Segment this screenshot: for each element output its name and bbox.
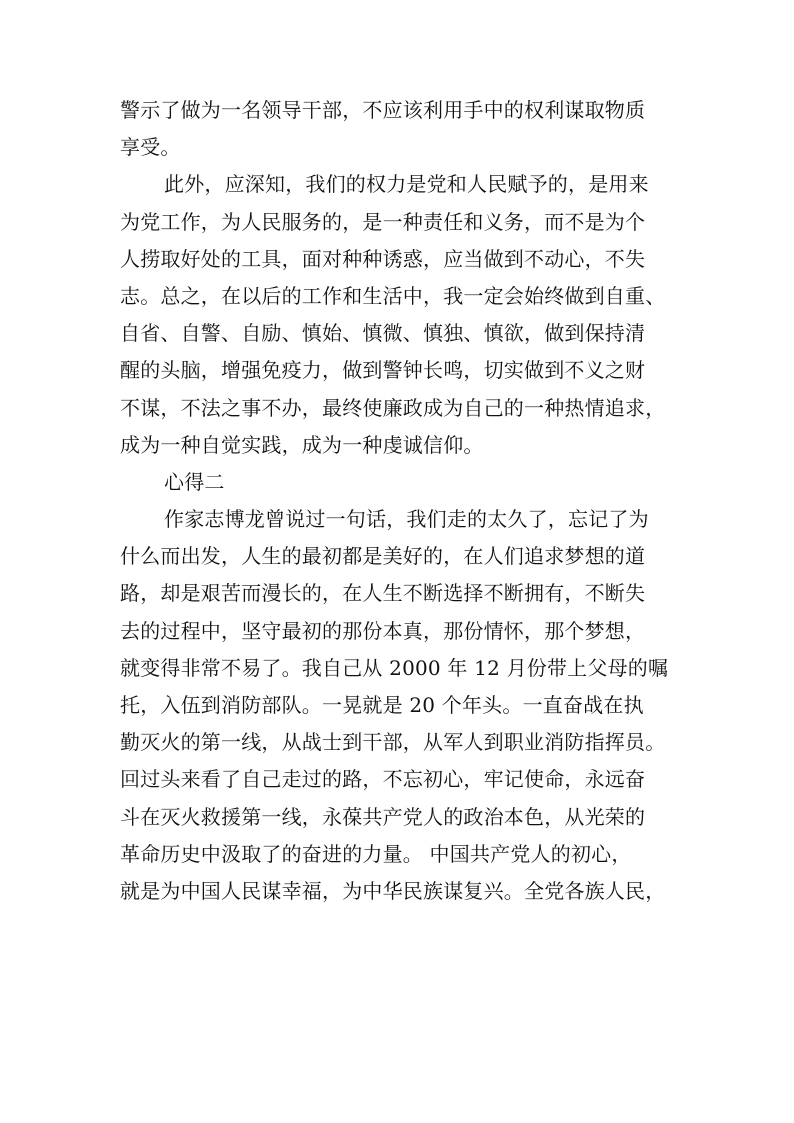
section-heading: 心得二 [164,469,225,494]
text-line-3: 此外，应深知，我们的权力是党和人民赋予的，是用来 [164,172,649,197]
text-line-8: 醒的头脑，增强免疫力，做到警钟长鸣，切实做到不义之财 [120,358,646,383]
text-line-15: 去的过程中，坚守最初的那份本真，那份情怀，那个梦想， [120,618,646,643]
text-line-17: 托，入伍到消防部队。一晃就是 20 个年头。一直奋战在执 [120,693,644,717]
text-line-4: 为党工作，为人民服务的，是一种责任和义务，而不是为个 [120,209,646,234]
text-line-6: 志。总之，在以后的工作和生活中，我一定会始终做到自重、 [120,283,666,308]
text-line-12: 作家志博龙曾说过一句话，我们走的太久了，忘记了为 [164,507,649,532]
text-line-19: 回过头来看了自己走过的路，不忘初心，牢记使命，永远奋 [120,767,646,792]
text-line-18: 勤灭火的第一线，从战士到干部，从军人到职业消防指挥员。 [120,730,666,755]
text-line-13: 什么而出发，人生的最初都是美好的，在人们追求梦想的道 [120,544,646,569]
document-body [120,92,680,910]
text-line-22: 就是为中国人民谋幸福，为中华民族谋复兴。全党各族人民， [120,878,666,903]
text-line-10: 成为一种自觉实践，成为一种虔诚信仰。 [120,432,484,457]
text-line-21: 革命历史中汲取了的奋进的力量。 中国共产党人的初心， [120,841,632,866]
text-line-2: 享受。 [120,135,181,160]
text-line-20: 斗在灭火救援第一线，永葆共产党人的政治本色，从光荣的 [120,804,646,829]
text-line-14: 路，却是艰苦而漫长的，在人生不断选择不断拥有，不断失 [120,581,646,606]
text-line-7: 自省、自警、自励、慎始、慎微、慎独、慎欲，做到保持清 [120,321,646,346]
text-line-16: 就变得非常不易了。我自己从 2000 年 12 月份带上父母的嘱 [120,655,669,680]
text-line-1: 警示了做为一名领导干部，不应该利用手中的权利谋取物质 [120,98,646,122]
text-line-9: 不谋，不法之事不办，最终使廉政成为自己的一种热情追求， [120,395,666,420]
text-line-5: 人捞取好处的工具，面对种种诱惑，应当做到不动心，不失 [120,246,646,271]
